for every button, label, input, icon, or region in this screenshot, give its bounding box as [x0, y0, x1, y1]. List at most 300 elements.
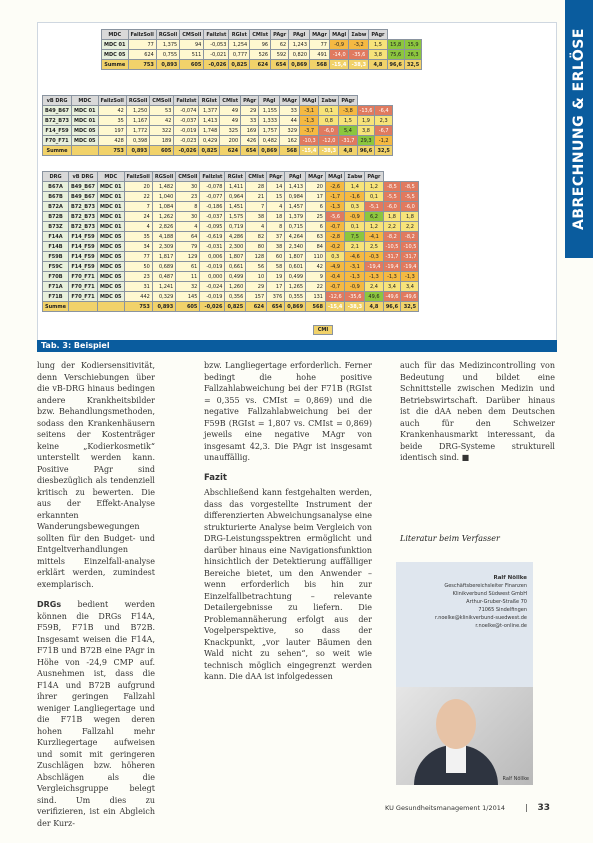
table-cell: F59B	[43, 252, 69, 262]
table-cell: 23	[124, 272, 152, 282]
table-cell: 1,772	[126, 126, 149, 136]
table-cell: -6,4	[375, 106, 392, 116]
table-cell: -13,6	[357, 106, 375, 116]
table-cell: 753	[128, 60, 156, 70]
table-cell: MDC 01	[98, 212, 125, 222]
table-header-cell: PAgr	[241, 96, 259, 106]
table-header-cell: CMSoll	[180, 30, 204, 40]
table-cell: 44	[280, 116, 300, 126]
table1-grid	[101, 29, 422, 70]
table-cell: MDC 01	[98, 192, 125, 202]
table-cell: MDC 05	[102, 50, 129, 60]
table-cell: Summe	[43, 302, 69, 312]
table-cell: 96	[250, 40, 271, 50]
table-cell: B72_B73	[68, 202, 97, 212]
table-header-cell: PAgr	[369, 30, 387, 40]
table-cell: -1,3	[365, 272, 383, 282]
table-cell: 17	[267, 282, 285, 292]
col2-paragraph-2: Abschließend kann festgehalten werden, dass das vorgestellte Instrument der differenzierten Abweichungsanalyse eine strukturierte Analyse beim Vergleich von DRG-Leistungsspektren ermöglicht und darüber hinaus eine Navigationsfunktion hinsichtlich der Detektierung auffälliger Bereiche bietet, um den Anwender – wenn erforderlich bis hin zur Einzelfallbetrachtung – relevante Detailergebnisse zu liefern. Die Problemannäherung erfolgt aus der Vogelperspektive, so dass der Knackpunkt, „vor lauter Bäumen den Wald nicht zu sehen“, so weit wie technisch möglich eingegrenzt werden kann. Die dAA ist infolgedessen	[204, 488, 372, 681]
table-cell: 4,8	[339, 146, 357, 156]
table-cell: 162	[280, 136, 300, 146]
table-cell: 329	[280, 126, 300, 136]
table-cell: 60	[267, 252, 285, 262]
table-cell: -0,186	[200, 202, 225, 212]
table-cell: -1,3	[300, 116, 319, 126]
table-cell: 1,807	[225, 252, 246, 262]
table-cell: F70_F71	[43, 136, 72, 146]
table-cell: 30	[176, 182, 200, 192]
table-cell: 654	[267, 302, 285, 312]
table-cell: -4,6	[345, 252, 365, 262]
table-row	[43, 192, 419, 202]
table-row	[43, 126, 393, 136]
table-cell: F14A	[43, 232, 69, 242]
table-cell: B67A	[43, 182, 69, 192]
table-cell: -0,026	[200, 302, 225, 312]
table-cell: 32,5	[401, 302, 419, 312]
author-line-2: Klinikverbund Südwest GmbH	[452, 591, 527, 597]
table-cell: -5,1	[365, 202, 383, 212]
journal-name: KU Gesundheitsmanagement 1/2014	[385, 804, 506, 812]
table-cell: 2,1	[345, 242, 365, 252]
table-cell: 1,2	[365, 222, 383, 232]
table-cell: -19,4	[401, 262, 419, 272]
table-cell: 526	[250, 50, 271, 60]
table-cell: 605	[180, 60, 204, 70]
table-cell: F71A	[43, 282, 69, 292]
table-cell: 0,3	[325, 252, 344, 262]
table-cell: 654	[241, 146, 259, 156]
table-cell: -5,6	[325, 212, 344, 222]
table-row	[43, 182, 419, 192]
table-cell: Summe	[43, 146, 72, 156]
table-cell: 49	[220, 116, 241, 126]
table-cell: -5,5	[383, 192, 401, 202]
table-drg	[42, 171, 419, 312]
table-cell: 96,6	[387, 60, 404, 70]
table-cell: F70B	[43, 272, 69, 282]
table-cell: 6	[306, 222, 326, 232]
table3-grid	[42, 171, 419, 312]
table-cell: -0,077	[200, 192, 225, 202]
table-cell: F71B	[43, 292, 69, 302]
table-header-cell: FallzIst	[204, 30, 229, 40]
table-cell: 25	[306, 212, 326, 222]
table-cell: 325	[220, 126, 241, 136]
table-cell: 64	[176, 232, 200, 242]
table-cell: 1,413	[199, 116, 220, 126]
table-cell: F14_F59	[68, 262, 97, 272]
table-cell: -19,4	[365, 262, 383, 272]
table-cell: 38	[267, 242, 285, 252]
table-cell: 654	[271, 60, 289, 70]
table-cell: 1,250	[126, 106, 149, 116]
table-cell: -6,0	[383, 202, 401, 212]
literature-note: Literatur beim Verfasser	[400, 534, 500, 543]
table-cell: -31,7	[339, 136, 357, 146]
table-cell: MDC 05	[72, 136, 99, 146]
table-cell: -10,3	[300, 136, 319, 146]
table-cell: 77	[124, 252, 152, 262]
figure-tables	[37, 22, 557, 342]
table-header-cell: PAgl	[285, 172, 306, 182]
table-cell: 0,329	[152, 292, 175, 302]
photo-caption: Ralf Nöllke	[502, 776, 529, 782]
table-cell: 200	[220, 136, 241, 146]
table-cell: 18	[267, 212, 285, 222]
table-cell: 568	[310, 60, 330, 70]
table-cell: 1,379	[285, 212, 306, 222]
table-cell: 1,8	[401, 212, 419, 222]
table-cell: F70_F71	[68, 292, 97, 302]
table-header-cell: PAgr	[339, 96, 357, 106]
table-cell: -38,3	[319, 146, 339, 156]
table-cell: 1,9	[357, 116, 375, 126]
table-cell: 1,260	[225, 282, 246, 292]
table-header-cell: FallzIst	[174, 96, 199, 106]
table-cell: -1,3	[325, 202, 344, 212]
page-footer	[385, 804, 550, 812]
table-cell: 3,4	[383, 282, 401, 292]
table-header-row	[43, 96, 393, 106]
table-cell: 1,482	[152, 182, 175, 192]
table-cell: MDC 05	[98, 232, 125, 242]
table-cell: -1,3	[345, 272, 365, 282]
table-cell: 31	[124, 282, 152, 292]
table-cell: -0,7	[325, 222, 344, 232]
table-cell: 1,411	[225, 182, 246, 192]
table-cell: 0,1	[345, 222, 365, 232]
figure-caption: Tab. 3: Beispiel	[37, 340, 557, 352]
table-vb-drg	[42, 95, 393, 156]
table-cell: 8	[176, 202, 200, 212]
author-email-2: r.noelke@t-online.de	[475, 623, 527, 629]
table-cell: 2,309	[152, 242, 175, 252]
table-cell: 605	[176, 302, 200, 312]
photo-collar	[446, 745, 466, 773]
table-header-cell: PAgr	[267, 172, 285, 182]
table-cell: 7	[246, 202, 267, 212]
table-cell: MDC 05	[98, 292, 125, 302]
table-header-cell: Σabw	[319, 96, 339, 106]
table-header-cell: MAgl	[300, 96, 319, 106]
table-cell: MDC 01	[98, 182, 125, 192]
table-cell: -35,6	[349, 50, 369, 60]
table-cell: 4,188	[152, 232, 175, 242]
table-cell: -8,5	[383, 182, 401, 192]
table-cell: 1,262	[152, 212, 175, 222]
table-cell: 2,3	[375, 116, 392, 126]
table-cell: MDC 05	[98, 262, 125, 272]
table-cell: F14_F59	[68, 242, 97, 252]
table-cell: 38	[246, 212, 267, 222]
table-cell: 189	[150, 136, 174, 146]
table-header-cell: MAgr	[310, 30, 330, 40]
col1-paragraph-2	[37, 599, 155, 829]
table-cell: 0,487	[152, 272, 175, 282]
table-header-cell: RGIst	[225, 172, 246, 182]
table-cell: 4,8	[365, 302, 383, 312]
table-cell: -8,2	[401, 232, 419, 242]
table-cell: -1,6	[345, 192, 365, 202]
table-cell: 4	[267, 202, 285, 212]
table-header-cell: CMSoll	[150, 96, 174, 106]
table-cell: 2,300	[225, 242, 246, 252]
table-cell: -38,3	[345, 302, 365, 312]
table-cell: 0,893	[126, 146, 149, 156]
table2-grid	[42, 95, 393, 156]
table-row	[102, 60, 422, 70]
table-cell: 0,3	[345, 202, 365, 212]
table-cell: 169	[241, 126, 259, 136]
table-cell: -15,4	[300, 146, 319, 156]
table-header-cell: FallzIst	[200, 172, 225, 182]
author-photo	[396, 687, 533, 785]
table-cell: 2,826	[152, 222, 175, 232]
table-header-cell: vB DRG	[43, 96, 72, 106]
table-cell: -6,0	[401, 202, 419, 212]
table-cell: -14,0	[329, 50, 348, 60]
author-info	[396, 562, 533, 630]
table-cell: -4,9	[325, 262, 344, 272]
table-cell: 3,8	[357, 126, 375, 136]
table-cell: 58	[267, 262, 285, 272]
table-cell: 0,499	[225, 272, 246, 282]
table-cell: B72_B73	[68, 212, 97, 222]
table-cell: 624	[128, 50, 156, 60]
table-cell: 20	[306, 182, 326, 192]
table-cell: -0,9	[345, 212, 365, 222]
table-cell: 35	[124, 232, 152, 242]
table-cell: F59C	[43, 262, 69, 272]
table-cell: Summe	[102, 60, 129, 70]
table-cell: -6,7	[375, 126, 392, 136]
table-cell: 624	[246, 302, 267, 312]
table-cell: -0,2	[325, 242, 344, 252]
table-cell: 29	[241, 106, 259, 116]
table-cell: 753	[98, 146, 126, 156]
table-cell: 0,755	[156, 50, 179, 60]
table-cell: 0,1	[365, 192, 383, 202]
table-cell: 30	[176, 212, 200, 222]
table-header-cell: PAgl	[259, 96, 280, 106]
table-cell: 82	[246, 232, 267, 242]
table-cell: B49_B67	[68, 192, 97, 202]
table-cell: 753	[124, 302, 152, 312]
table-cell: 605	[150, 146, 174, 156]
table-cell: 1,377	[199, 106, 220, 116]
table-cell: 77	[128, 40, 156, 50]
table-cell: 1,040	[152, 192, 175, 202]
table-header-cell: DRG	[43, 172, 69, 182]
table-cell: 7	[124, 202, 152, 212]
table-cell: 28	[246, 182, 267, 192]
table-cell: F14_F59	[43, 126, 72, 136]
table-cell: 0,000	[200, 272, 225, 282]
table-cell: 2,2	[383, 222, 401, 232]
table-row	[43, 202, 419, 212]
table-cell: -0,095	[200, 222, 225, 232]
table-cell: B67B	[43, 192, 69, 202]
table-header-cell: CMIst	[246, 172, 267, 182]
table-cell: 53	[150, 106, 174, 116]
page-number: 33	[537, 803, 550, 813]
table-cell: 1,8	[383, 212, 401, 222]
table-cell: -3,2	[349, 40, 369, 50]
table-cell: 0,499	[285, 272, 306, 282]
table-cell: B72_B73	[43, 116, 72, 126]
table-cell: 1,451	[225, 202, 246, 212]
table-cell: 1,807	[285, 252, 306, 262]
table-cell: -0,9	[329, 40, 348, 50]
table-cell: 42	[306, 262, 326, 272]
table-cell: 1,167	[126, 116, 149, 126]
table-cell: 129	[176, 252, 200, 262]
table-header-cell: PAgl	[289, 30, 310, 40]
table-row	[102, 40, 422, 50]
table-cell: F14B	[43, 242, 69, 252]
table-cell: B72A	[43, 202, 69, 212]
table-cell: 4	[176, 222, 200, 232]
table-cell: MDC 01	[72, 106, 99, 116]
table-cell: B72B	[43, 212, 69, 222]
author-email-1: r.noelke@klinikverbund-suedwest.de	[435, 615, 527, 621]
table-cell: -4,1	[365, 232, 383, 242]
text-column-1	[37, 360, 155, 838]
table-header-cell: MAgl	[325, 172, 344, 182]
table-cell: -0,037	[200, 212, 225, 222]
table-header-cell: FallzSoll	[124, 172, 152, 182]
table-cell: 1,241	[152, 282, 175, 292]
table-cell: 0,825	[229, 60, 250, 70]
table-cell: 1,243	[289, 40, 310, 50]
table-cell: 624	[220, 146, 241, 156]
table-cell: 84	[306, 242, 326, 252]
table-cell: -5,5	[401, 192, 419, 202]
table-cell: 50	[124, 262, 152, 272]
table-cell: MDC 05	[98, 252, 125, 262]
table-cell: 32,5	[375, 146, 392, 156]
table-cell: 1,265	[285, 282, 306, 292]
table-cell: MDC 05	[72, 126, 99, 136]
table-row	[43, 136, 393, 146]
table-cell: -0,026	[204, 60, 229, 70]
table-cell: 1,457	[285, 202, 306, 212]
table-cell: 24	[124, 212, 152, 222]
table-cell: 35	[98, 116, 126, 126]
table-cell: -49,6	[401, 292, 419, 302]
table-header-cell: FallzSoll	[128, 30, 156, 40]
table-cell: 197	[98, 126, 126, 136]
table-header-cell: MDC	[72, 96, 99, 106]
table-cell: 0,482	[259, 136, 280, 146]
table-header-cell: MAgr	[280, 96, 300, 106]
table-cell: 1,757	[259, 126, 280, 136]
table-cell: 29,3	[357, 136, 375, 146]
table-cell: 1,575	[225, 212, 246, 222]
table-cell: 37	[267, 232, 285, 242]
table-header-cell: vB DRG	[68, 172, 97, 182]
table-cell: B72_B73	[68, 222, 97, 232]
table-header-cell: RGIst	[199, 96, 220, 106]
table-cell: 131	[306, 292, 326, 302]
table-cell: MDC 01	[98, 222, 125, 232]
table-header-cell: PAgr	[271, 30, 289, 40]
author-line-4: 71065 Sindelfingen	[478, 607, 527, 613]
table-cell: 145	[176, 292, 200, 302]
table-row	[43, 106, 393, 116]
table-cell: -2,8	[325, 232, 344, 242]
table-header-cell: RGSoll	[152, 172, 175, 182]
table-cell: 77	[310, 40, 330, 50]
table-cell: 96,6	[383, 302, 401, 312]
table-cell: 1,817	[152, 252, 175, 262]
table-cell: 1,155	[259, 106, 280, 116]
table-cell: 511	[180, 50, 204, 60]
table-header-cell: CMIst	[220, 96, 241, 106]
table-cell: 0,825	[225, 302, 246, 312]
table-row	[43, 282, 419, 292]
table-cell: 2,5	[365, 242, 383, 252]
table-row	[43, 222, 419, 232]
table-cell: F70_F71	[68, 282, 97, 292]
table-cell: 29	[246, 282, 267, 292]
table-row	[43, 232, 419, 242]
table-cell: 20	[124, 182, 152, 192]
table-header-cell: Σabw	[349, 30, 369, 40]
table-cell: 592	[271, 50, 289, 60]
table-header-cell: CMIst	[250, 30, 271, 40]
fazit-heading: Fazit	[204, 472, 227, 483]
table-cell: 568	[280, 146, 300, 156]
table-cell: -0,024	[200, 282, 225, 292]
table-cell: -0,031	[200, 242, 225, 252]
table-header-row	[43, 172, 419, 182]
table-cell: 4	[246, 222, 267, 232]
table-cell: 4,8	[369, 60, 387, 70]
table-cell: 1,748	[199, 126, 220, 136]
table-row	[43, 292, 419, 302]
table-cell: MDC 01	[72, 116, 99, 126]
table-cell: 62	[271, 40, 289, 50]
table-cell: 0,893	[156, 60, 179, 70]
table-cell: 1,5	[339, 116, 357, 126]
table-cell: 0,984	[285, 192, 306, 202]
table-cell: 1,084	[152, 202, 175, 212]
table-cell: 2,4	[365, 282, 383, 292]
table-cell: 0,006	[200, 252, 225, 262]
table-cell: 7,5	[345, 232, 365, 242]
table-cell: 5,4	[339, 126, 357, 136]
col3-paragraph-1: auch für das Medizincontrolling von Bedeutung und bildet eine Schnittstelle zwischen Medizin und Betriebswirtschaft. Darüber hinaus ist die dAA neben dem Deutschen auch für den Schweizer Krankenhausmarkt interessant, da beide DRG-Systeme strukturell identisch sind. ■	[400, 361, 555, 462]
table-cell: 0,893	[152, 302, 175, 312]
table-cell: -0,023	[174, 136, 199, 146]
table-cell: 42	[98, 106, 126, 116]
table-cell: -1,3	[383, 272, 401, 282]
table-cell: -0,074	[174, 106, 199, 116]
table-cell: -35,6	[345, 292, 365, 302]
table-cell: 14	[267, 182, 285, 192]
table-cell: 0,601	[285, 262, 306, 272]
table-header-cell: PAgr	[365, 172, 383, 182]
table-cell: 22	[124, 192, 152, 202]
table-cell: MDC 05	[98, 242, 125, 252]
table-cell: 0,964	[225, 192, 246, 202]
photo-face	[436, 699, 476, 749]
table-cell: B49_B67	[43, 106, 72, 116]
table-cell: 426	[241, 136, 259, 146]
table-cell: 33	[280, 106, 300, 116]
